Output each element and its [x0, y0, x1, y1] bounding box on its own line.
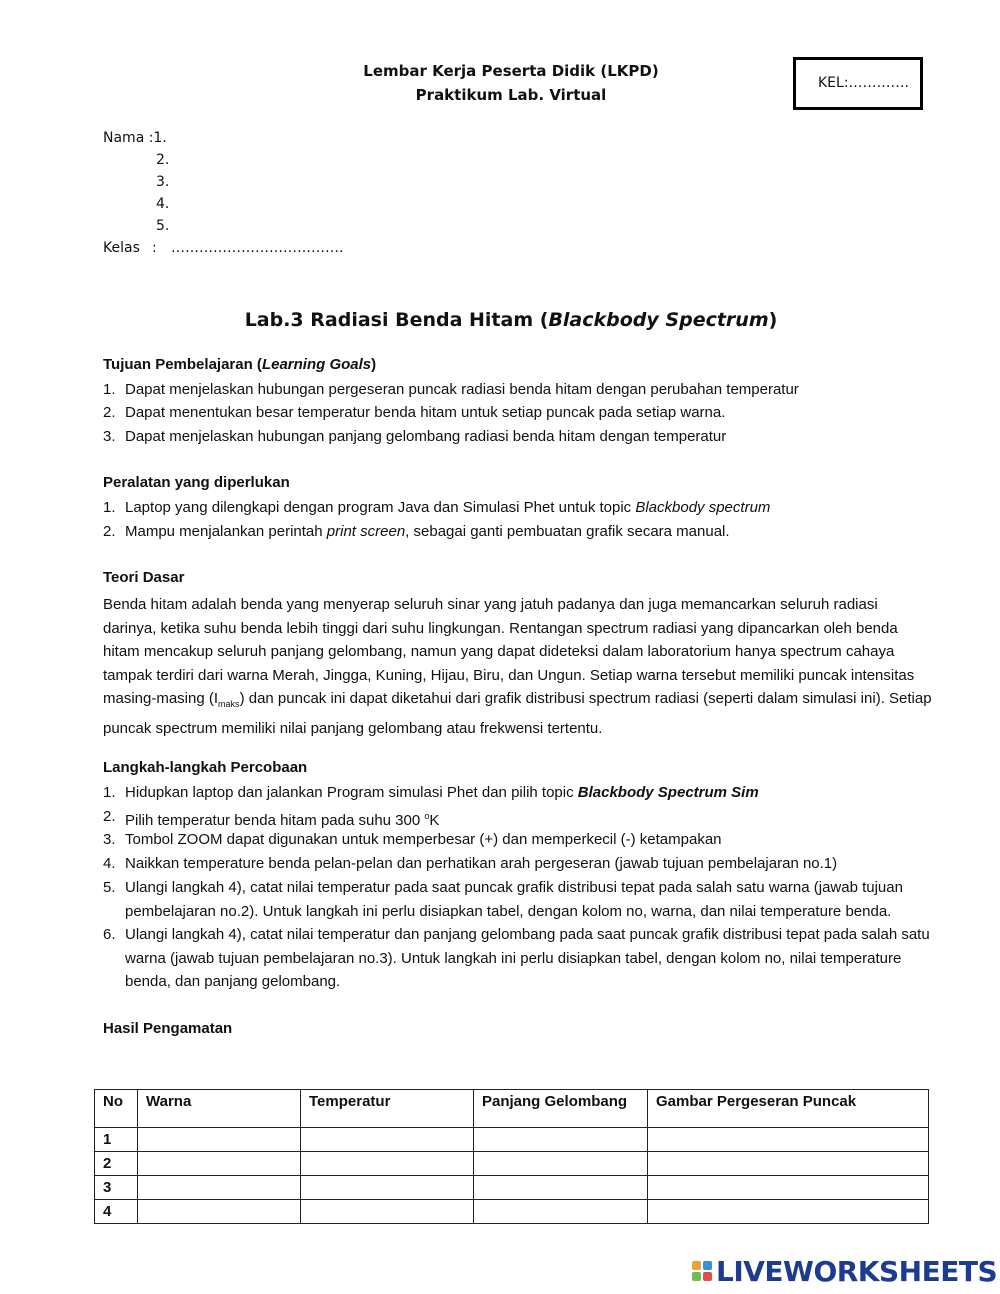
- goals-heading: Tujuan Pembelajaran (Learning Goals): [103, 356, 377, 373]
- name-slot-5[interactable]: 5.: [156, 218, 170, 234]
- table-row: [95, 1152, 929, 1176]
- input-cell[interactable]: [301, 1176, 474, 1200]
- input-cell[interactable]: [474, 1176, 648, 1200]
- row-number: 4: [95, 1200, 138, 1224]
- input-cell[interactable]: [474, 1200, 648, 1224]
- name-slot-2[interactable]: 2.: [156, 152, 170, 168]
- input-cell[interactable]: [648, 1176, 929, 1200]
- input-cell[interactable]: [301, 1200, 474, 1224]
- worksheet-subheading: Praktikum Lab. Virtual: [415, 86, 607, 104]
- table-header-row: [95, 1090, 929, 1128]
- step-item: 4. Naikkan temperature benda pelan-pelan dan perhatikan arah pergeseran (jawab tujuan pembelajaran no.1): [103, 855, 838, 872]
- liveworksheets-logo: [692, 1256, 997, 1286]
- logo-square: [692, 1272, 701, 1281]
- row-number: 1: [95, 1128, 138, 1152]
- equipment-item: 2. Mampu menjalankan perintah print screen, sebagai ganti pembuatan grafik secara manual.: [103, 523, 730, 540]
- results-table: [94, 1089, 929, 1224]
- column-header: Panjang Gelombang: [474, 1090, 648, 1128]
- input-cell[interactable]: [648, 1200, 929, 1224]
- logo-square: [692, 1261, 701, 1270]
- table-row: [95, 1200, 929, 1224]
- column-header: Warna: [138, 1090, 301, 1128]
- theory-line: puncak spectrum memiliki nilai panjang gelombang atau frekwensi tertentu.: [103, 719, 603, 737]
- name-slot-4[interactable]: 4.: [156, 196, 170, 212]
- logo-text: LIVEWORKSHEETS: [716, 1254, 998, 1288]
- equipment-heading: Peralatan yang diperlukan: [103, 474, 290, 491]
- table-row: [95, 1176, 929, 1200]
- logo-square: [703, 1261, 712, 1270]
- theory-paragraph: [103, 593, 933, 740]
- step-item: 5. Ulangi langkah 4), catat nilai temperatur pada saat puncak grafik distribusi tepat pada salah satu warna (jawab tujuan pembelajaran no.2). Untuk langkah ini perlu disiapkan tabel, dengan kolom no, warna, dan nilai temperature benda.: [103, 879, 903, 920]
- theory-line: darinya, ketika suhu benda lebih tinggi dari suhu lingkungan. Rentangan spectrum radiasi yang dipancarkan oleh benda: [103, 619, 898, 637]
- row-number: 2: [95, 1152, 138, 1176]
- logo-square: [703, 1272, 712, 1281]
- input-cell[interactable]: [138, 1200, 301, 1224]
- theory-line: Benda hitam adalah benda yang menyerap seluruh sinar yang jatuh padanya dan juga memancarkan seluruh radiasi: [103, 596, 878, 613]
- column-header: No: [95, 1090, 138, 1128]
- theory-line: tampak terdiri dari warna Merah, Jingga, Kuning, Hijau, Biru, dan Ungun. Setiap warna tersebut memiliki puncak intensitas: [103, 666, 915, 684]
- step-item: 3. Tombol ZOOM dapat digunakan untuk memperbesar (+) dan memperkecil (-) ketampakan: [103, 831, 722, 848]
- column-header: Gambar Pergeseran Puncak: [648, 1090, 929, 1128]
- equipment-item: 1. Laptop yang dilengkapi dengan program Java dan Simulasi Phet untuk topic Blackbody spectrum: [103, 499, 771, 516]
- worksheet-heading: Lembar Kerja Peserta Didik (LKPD): [363, 62, 659, 80]
- class-input[interactable]: ……………………………….: [171, 240, 344, 256]
- group-number-box[interactable]: KEL:………….: [793, 57, 923, 110]
- input-cell[interactable]: [474, 1128, 648, 1152]
- steps-heading: Langkah-langkah Percobaan: [103, 759, 308, 776]
- goal-item: 1. Dapat menjelaskan hubungan pergeseran puncak radiasi benda hitam dengan perubahan temperatur: [103, 381, 799, 398]
- input-cell[interactable]: [301, 1152, 474, 1176]
- column-header: Temperatur: [301, 1090, 474, 1128]
- goal-item: 2. Dapat menentukan besar temperatur benda hitam untuk setiap puncak pada setiap warna.: [103, 404, 726, 421]
- input-cell[interactable]: [648, 1128, 929, 1152]
- step-item: 2. Pilih temperatur benda hitam pada suhu 300 $^o$K: [103, 808, 440, 829]
- input-cell[interactable]: [301, 1128, 474, 1152]
- class-colon: :: [152, 240, 157, 256]
- input-cell[interactable]: [138, 1152, 301, 1176]
- goal-item: 3. Dapat menjelaskan hubungan panjang gelombang radiasi benda hitam dengan temperatur: [103, 428, 727, 445]
- class-label: Kelas: [103, 240, 140, 256]
- input-cell[interactable]: [138, 1176, 301, 1200]
- name-label: Nama :1.: [103, 130, 167, 146]
- row-number: 3: [95, 1176, 138, 1200]
- results-heading: Hasil Pengamatan: [103, 1020, 233, 1037]
- theory-line: masing-masing $(I_{maks})$ dan puncak ini dapat diketahui dari grafik distribusi spectrum radiasi (seperti dalam simulasi ini). Setiap: [103, 690, 932, 709]
- table-row: [95, 1128, 929, 1152]
- theory-heading: Teori Dasar: [103, 569, 185, 586]
- input-cell[interactable]: [138, 1128, 301, 1152]
- input-cell[interactable]: [648, 1152, 929, 1176]
- theory-line: hitam mencakup seluruh panjang gelombang, namun yang dapat dideteksi dalam laboratorium hanya spectrum cahaya: [103, 643, 895, 660]
- step-item: 6. Ulangi langkah 4), catat nilai temperatur dan panjang gelombang pada saat puncak grafik distribusi tepat pada salah satu warna (jawab tujuan pembelajaran no.3). Untuk langkah ini perlu disiapkan tabel, dengan kolom no, nilai temperature benda, dan panjang gelombang.: [103, 926, 930, 990]
- lab-title: Lab.3 Radiasi Benda Hitam (Blackbody Spectrum): [244, 309, 778, 331]
- logo-icon: [692, 1261, 712, 1281]
- input-cell[interactable]: [474, 1152, 648, 1176]
- name-slot-3[interactable]: 3.: [156, 174, 170, 190]
- step-item: 1. Hidupkan laptop dan jalankan Program simulasi Phet dan pilih topic Blackbody Spectrum Sim: [103, 784, 759, 801]
